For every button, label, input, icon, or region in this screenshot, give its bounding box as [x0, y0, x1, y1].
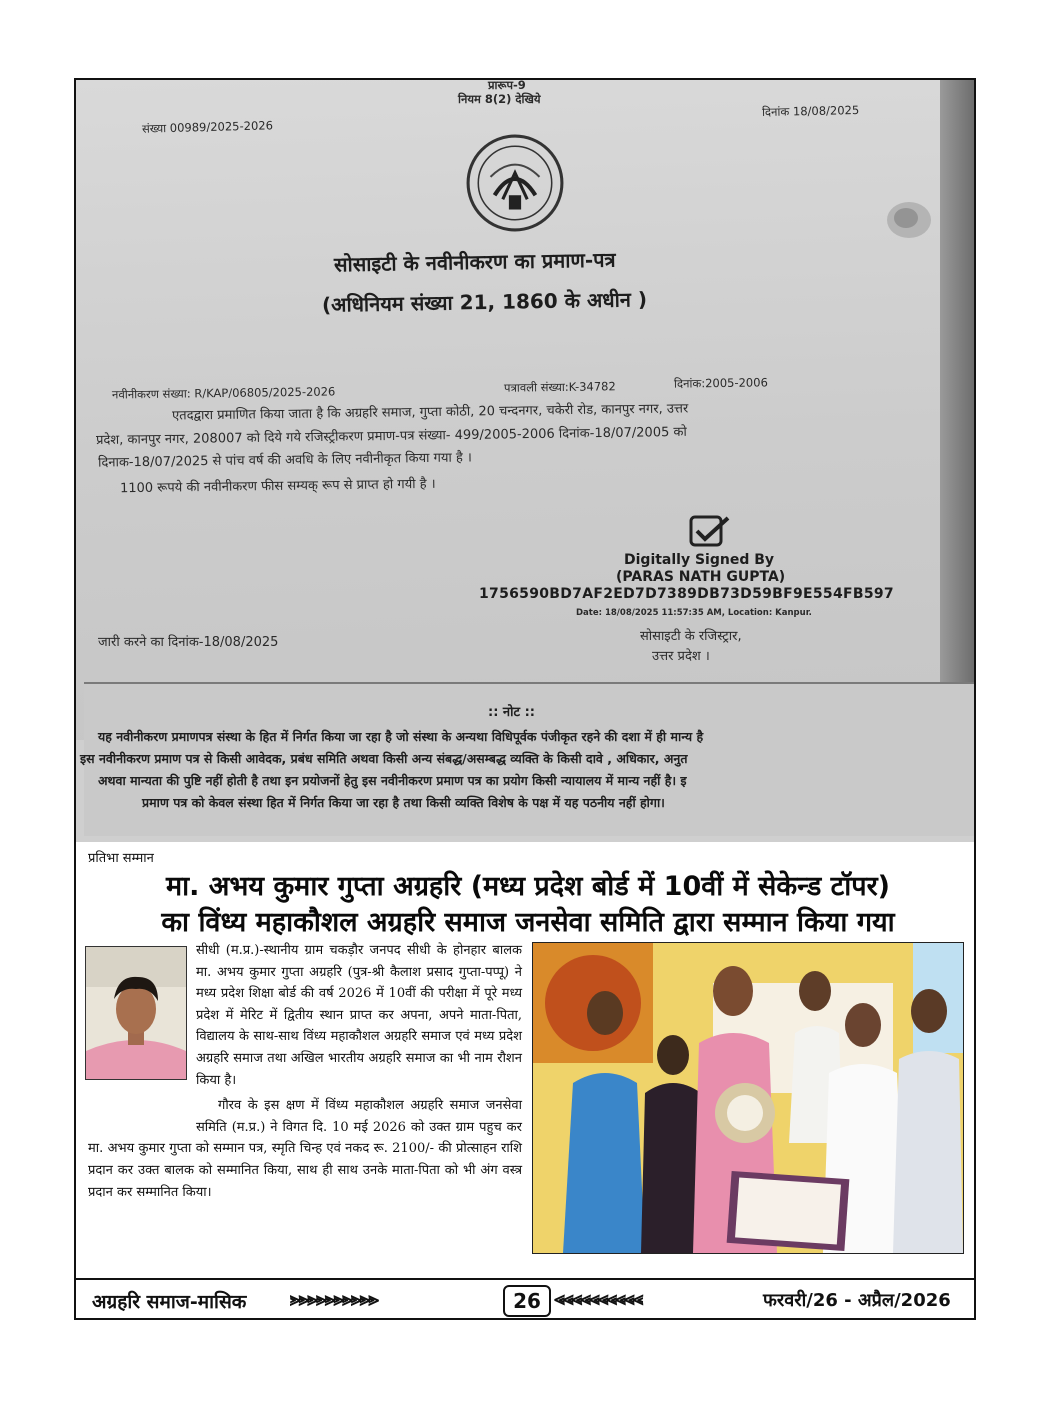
- footer-magazine-name: अग्रहरि समाज-मासिक: [92, 1291, 247, 1313]
- footer-left-arrows-icon: ⪢⪢⪢⪢⪢⪢⪢⪢⪢⪢: [290, 1288, 378, 1310]
- form-label: प्रारूप-9: [488, 80, 526, 92]
- file-date: दिनांक:2005-2006: [673, 375, 768, 391]
- rule-label: नियम 8(2) देखिये: [458, 92, 541, 106]
- certificate-title: सोसाइटी के नवीनीकरण का प्रमाण-पत्र: [333, 247, 616, 277]
- footer-rule: [76, 1278, 974, 1280]
- note-line-4: प्रमाण पत्र को केवल संस्था हित में निर्गत किया जा रहा है तथा किसी व्यक्ति विशेष के पक्ष में यह पठनीय नहीं होगा।: [142, 795, 665, 810]
- note-line-2: इस नवीनीकरण प्रमाण पत्र से किसी आवेदक, प्रबंध समिति अथवा किसी अन्य संबद्ध/असम्बद्ध व्यक्ति के किसी दावे , अधिकार, अनुत: [80, 751, 688, 766]
- certificate-number: संख्या 00989/2025-2026: [141, 118, 274, 136]
- certificate-photo: [76, 80, 974, 842]
- certificate-date: दिनांक 18/08/2025: [761, 102, 860, 120]
- state-emblem-icon: [464, 132, 566, 234]
- note-heading: :: नोट ::: [488, 705, 535, 720]
- file-number: पत्रावली संख्या:K-34782: [503, 379, 616, 395]
- certificate-subtitle: (अधिनियम संख्या 21, 1860 के अधीन ): [321, 287, 648, 317]
- certificate-shadow-edge: [940, 80, 974, 740]
- article-body: [88, 940, 522, 1203]
- note-line-3: अथवा मान्यता की पुष्टि नहीं होती है तथा इन प्रयोजनों हेतु इस नवीनीकरण प्रमाण पत्र का प्रयोग किसी न्यायालय में मान्य नहीं है। इ: [98, 773, 687, 788]
- registrar-state: उत्तर प्रदेश ।: [652, 649, 710, 664]
- headline-line-1: मा. अभय कुमार गुप्ता अग्रहरि (मध्य प्रदेश बोर्ड में 10वीं में सेकेन्ड टॉपर): [165, 871, 890, 902]
- portrait-spacer: [88, 940, 196, 1136]
- digital-signature-check-icon: [688, 514, 734, 550]
- certificate-body-line3: दिनाक-18/07/2025 से पांच वर्ष की अवधि के लिए नवीनीकृत किया गया है ।: [97, 450, 473, 471]
- renewal-number: नवीनीकरण संख्या: R/KAP/06805/2025-2026: [111, 384, 336, 402]
- note-line-1: यह नवीनीकरण प्रमाणपत्र संस्था के हित में निर्गत किया जा रहा है जो संस्था के अन्यथा विधिपूर्वक पंजीकृत रहने की दशा में ही मान्य है: [98, 729, 704, 744]
- signature-hash: 1756590BD7AF2ED7D7389DB73D59BF9E554FB597: [479, 586, 894, 602]
- section-label: प्रतिभा सम्मान: [88, 851, 154, 866]
- certificate-note-box: [80, 682, 974, 836]
- registrar-label: सोसाइटी के रजिस्ट्रार,: [640, 629, 742, 644]
- certificate-body-line2: प्रदेश, कानपुर नगर, 208007 को दिये गये रजिस्ट्रीकरण प्रमाण-पत्र संख्या- 499/2005-2006 दिनांक-18/07/2005 को: [95, 424, 687, 449]
- ink-stain: [884, 198, 934, 242]
- footer-right-arrows-icon: ⪡⪡⪡⪡⪡⪡⪡⪡⪡⪡: [554, 1288, 642, 1310]
- fee-line: 1100 रूपये की नवीनीकरण फीस सम्यक् रूप से प्राप्त हो गयी है ।: [119, 476, 436, 497]
- signed-by-label: Digitally Signed By: [624, 552, 775, 568]
- article-paragraph-1: सीधी (म.प्र.)-स्थानीय ग्राम चकड़ौर जनपद सीधी के होनहार बालक मा. अभय कुमार गुप्ता अग्रहरि (पुत्र-श्री कैलाश प्रसाद गुप्ता-पप्पू) ने मध्य प्रदेश शिक्षा बोर्ड की वर्ष 2026 में 10वीं की परीक्षा में पूरे मध्य प्रदेश में मेरिट में द्वितीय स्थान प्राप्त कर अपना, अपने माता-पिता, विद्यालय के साथ-साथ विंध्य महाकौशल अग्रहरि समाज एवं मध्य प्रदेश अग्रहरि समाज तथा अखिल भारतीय अग्रहरि समाज का भी नाम रौशन किया है।: [196, 943, 522, 1088]
- page-number: 26: [503, 1285, 551, 1317]
- signature-date: Date: 18/08/2025 11:57:35 AM, Location: Kanpur.: [576, 608, 812, 618]
- footer-issue-date: फरवरी/26 - अप्रैल/2026: [763, 1290, 951, 1311]
- signer-name: (PARAS NATH GUPTA): [616, 569, 786, 585]
- article-paragraph-2: गौरव के इस क्षण में विंध्य महाकौशल अग्रहरि समाज जनसेवा समिति (म.प्र.) ने विगत दि. 10 मई 2026 को उक्त ग्राम पहुच कर मा. अभय कुमार गुप्ता को सम्मान पत्र, स्मृति चिन्ह एवं नकद रू. 2100/- की प्रोत्साहन राशि प्रदान कर उक्त बालक को सम्मानित किया, साथ ही साथ उनके माता-पिता को भी अंग वस्त्र प्रदान कर सम्मानित किया।: [88, 1098, 522, 1200]
- certificate-body-line1: एतदद्वारा प्रमाणित किया जाता है कि अग्रहरि समाज, गुप्ता कोठी, 20 चन्दनगर, चकेरी रोड, कानपुर नगर, उत्तर: [171, 401, 689, 424]
- headline-line-2: का विंध्य महाकौशल अग्रहरि समाज जनसेवा समिति द्वारा सम्मान किया गया: [161, 907, 895, 938]
- award-ceremony-photo: [532, 942, 964, 1254]
- issue-date: जारी करने का दिनांक-18/08/2025: [98, 635, 279, 650]
